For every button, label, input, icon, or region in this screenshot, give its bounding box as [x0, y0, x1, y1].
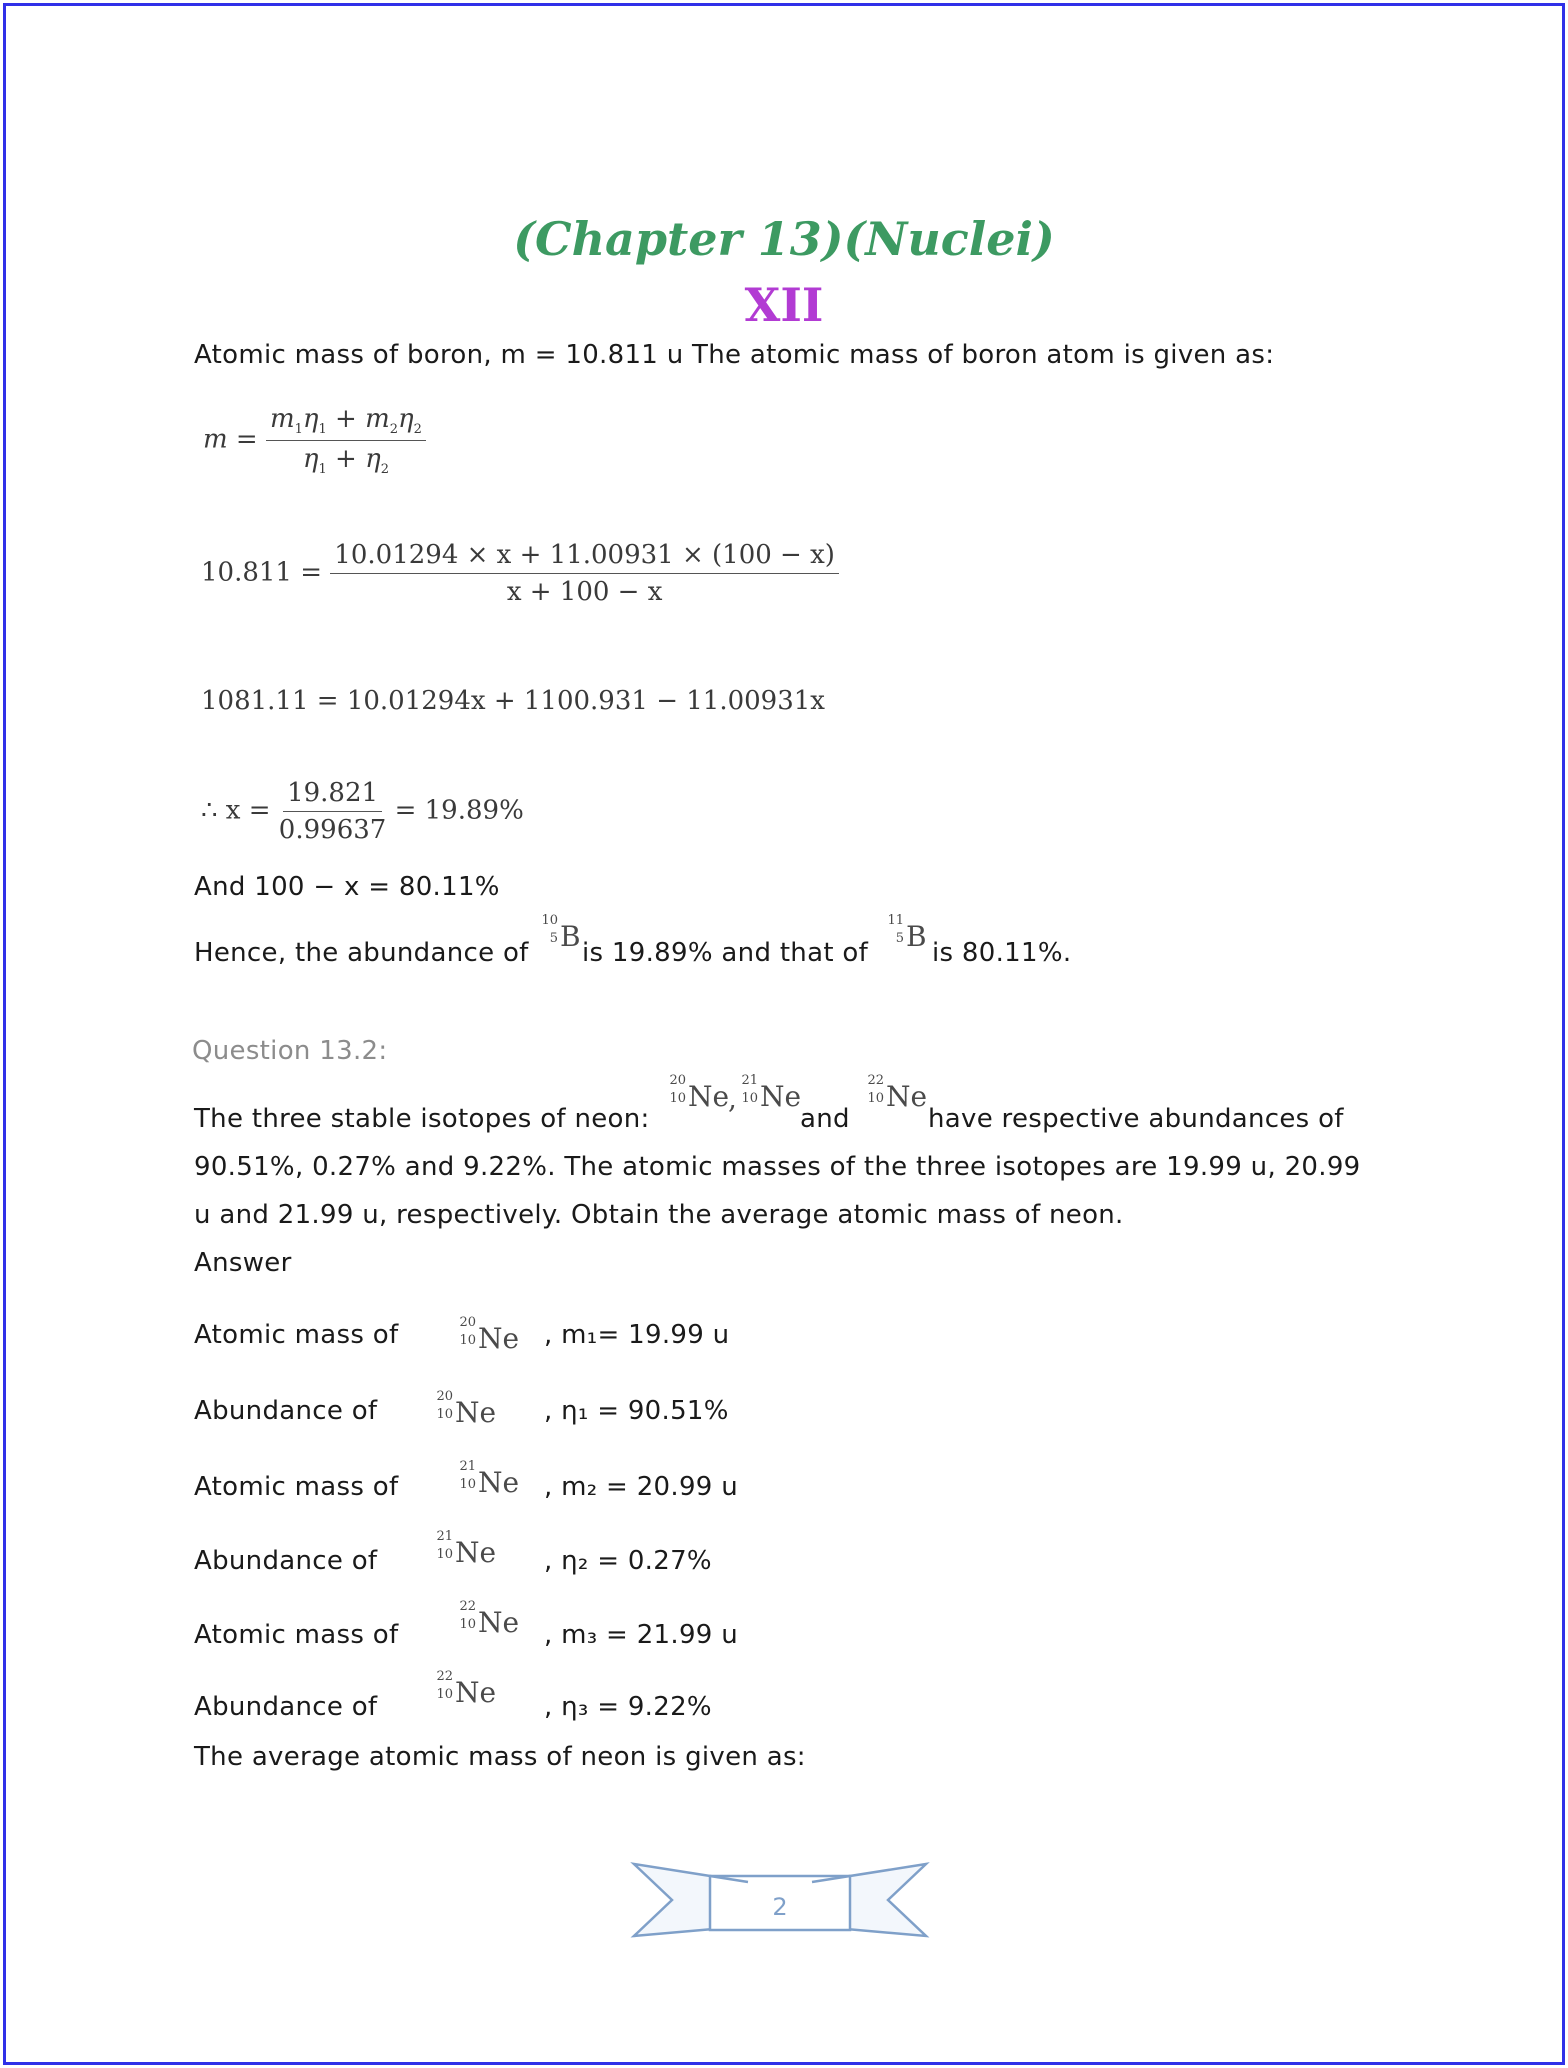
intro-line: Atomic mass of boron, m = 10.811 u The atomic mass of boron atom is given as: [194, 340, 1275, 370]
neon-22-symbol: 22 10 Ne [436, 1669, 497, 1709]
eq4-fraction [279, 778, 387, 845]
class-label: XII [744, 278, 824, 332]
eq2-denominator: x + 100 − x [506, 577, 663, 607]
eq1-numerator: $m_1\eta_1 + m_2\eta_2$ [266, 404, 426, 441]
row-value: , η₃ = 9.22% [544, 1692, 712, 1722]
eq2-numerator: 10.01294 × x + 11.00931 × (100 − x) [330, 540, 839, 574]
question-line1-a: The three stable isotopes of neon: [194, 1104, 650, 1134]
row-label: Abundance of [194, 1546, 378, 1576]
neon-20-symbol: 20 10 Ne [669, 1073, 730, 1113]
question-and: and [800, 1104, 850, 1134]
row-value: , m₁= 19.99 u [544, 1320, 730, 1350]
eq1-lhs: m = [203, 424, 258, 455]
hence-part3: is 80.11%. [932, 938, 1072, 968]
equation-weighted-mean [203, 404, 426, 477]
page-number: 2 [772, 1893, 788, 1921]
question-line3: u and 21.99 u, respectively. Obtain the average atomic mass of neon. [194, 1200, 1124, 1230]
equation-boron-substitution [201, 540, 839, 607]
eq4-lhs: ∴ x = [201, 795, 271, 826]
row-label: Atomic mass of [194, 1320, 399, 1350]
hence-part2: is 19.89% and that of [582, 938, 869, 968]
question-label: Question 13.2: [192, 1036, 388, 1066]
chapter-title: (Chapter 13)(Nuclei) [513, 212, 1055, 266]
boron-10-symbol: 10 5 B [541, 913, 581, 953]
row-value: , η₁ = 90.51% [544, 1396, 729, 1426]
eq1-denominator: $\eta_1 + \eta_2$ [302, 444, 389, 478]
row-value: , η₂ = 0.27% [544, 1546, 712, 1576]
eq1-fraction [266, 404, 426, 477]
row-label: Atomic mass of [194, 1472, 399, 1502]
row-label: Abundance of [194, 1396, 378, 1426]
row-label: Abundance of [194, 1692, 378, 1722]
eq4-denominator: 0.99637 [278, 815, 387, 845]
neon-21-symbol: 21 10 Ne [459, 1459, 520, 1499]
eq4-numerator: 19.821 [283, 778, 382, 812]
boron-11-symbol: 11 5 B [887, 913, 927, 953]
closing-line: The average atomic mass of neon is given as: [194, 1742, 806, 1772]
row-value: , m₃ = 21.99 u [544, 1620, 738, 1650]
eq2-lhs: 10.811 = [201, 557, 323, 588]
equation-solve-x [201, 778, 524, 845]
neon-20-symbol: 20 10 Ne [436, 1389, 497, 1429]
equation-expanded: 1081.11 = 10.01294x + 1100.931 − 11.00931x [201, 686, 825, 716]
and-line: And 100 − x = 80.11% [194, 872, 500, 902]
answer-label: Answer [194, 1248, 292, 1278]
eq2-fraction [330, 540, 839, 607]
neon-22-symbol: 22 10 Ne [867, 1073, 928, 1113]
question-comma: , [728, 1082, 737, 1115]
question-line1-b: have respective abundances of [928, 1104, 1344, 1134]
question-line2: 90.51%, 0.27% and 9.22%. The atomic masses of the three isotopes are 19.99 u, 20.99 [194, 1152, 1361, 1182]
row-value: , m₂ = 20.99 u [544, 1472, 738, 1502]
hence-part1: Hence, the abundance of [194, 938, 529, 968]
neon-21-symbol: 21 10 Ne [741, 1073, 802, 1113]
neon-20-symbol: 20 10 Ne [459, 1315, 520, 1355]
row-label: Atomic mass of [194, 1620, 399, 1650]
eq4-rhs: = 19.89% [394, 795, 524, 826]
neon-22-symbol: 22 10 Ne [459, 1599, 520, 1639]
neon-21-symbol: 21 10 Ne [436, 1529, 497, 1569]
